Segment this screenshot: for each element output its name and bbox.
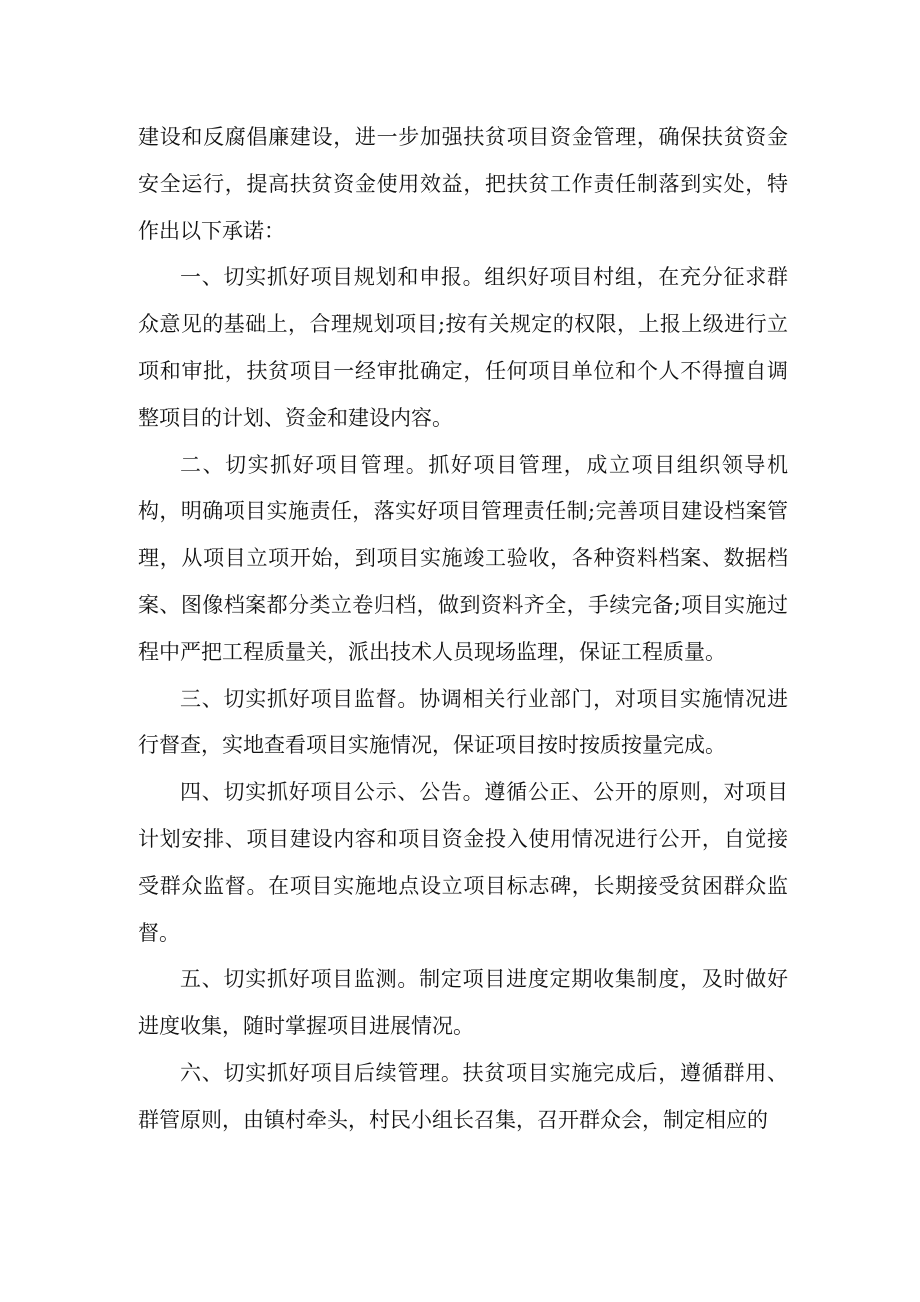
- paragraph-item-1-planning: 一、切实抓好项目规划和申报。组织好项目村组，在充分征求群众意见的基础上，合理规划项目;按有关规定的权限，上报上级进行立项和审批，扶贫项目一经审批确定，任何项目单位和个人不得擅自调整项目的计划、资金和建设内容。: [138, 265, 788, 430]
- paragraph-continued: 建设和反腐倡廉建设，进一步加强扶贫项目资金管理，确保扶贫资金安全运行，提高扶贫资金使用效益，把扶贫工作责任制落到实处，特作出以下承诺：: [138, 125, 788, 243]
- paragraph-item-3-supervision: 三、切实抓好项目监督。协调相关行业部门，对项目实施情况进行督查，实地查看项目实施情况，保证项目按时按质按量完成。: [138, 686, 788, 758]
- paragraph-item-6-follow-up: 六、切实抓好项目后续管理。扶贫项目实施完成后，遵循群用、群管原则，由镇村牵头，村民小组长召集，召开群众会，制定相应的: [138, 1060, 788, 1132]
- paragraph-item-2-management: 二、切实抓好项目管理。抓好项目管理，成立项目组织领导机构，明确项目实施责任，落实好项目管理责任制;完善项目建设档案管理，从项目立项开始，到项目实施竣工验收，各种资料档案、数据档案、图像档案都分类立卷归档，做到资料齐全，手续完备;项目实施过程中严把工程质量关，派出技术人员现场监理，保证工程质量。: [138, 452, 788, 664]
- paragraph-item-4-publicity: 四、切实抓好项目公示、公告。遵循公正、公开的原则，对项目计划安排、项目建设内容和项目资金投入使用情况进行公开，自觉接受群众监督。在项目实施地点设立项目标志碑，长期接受贫困群众监督。: [138, 780, 788, 945]
- paragraph-item-5-monitoring: 五、切实抓好项目监测。制定项目进度定期收集制度，及时做好进度收集，随时掌握项目进展情况。: [138, 967, 788, 1039]
- document-page: [138, 114, 788, 1144]
